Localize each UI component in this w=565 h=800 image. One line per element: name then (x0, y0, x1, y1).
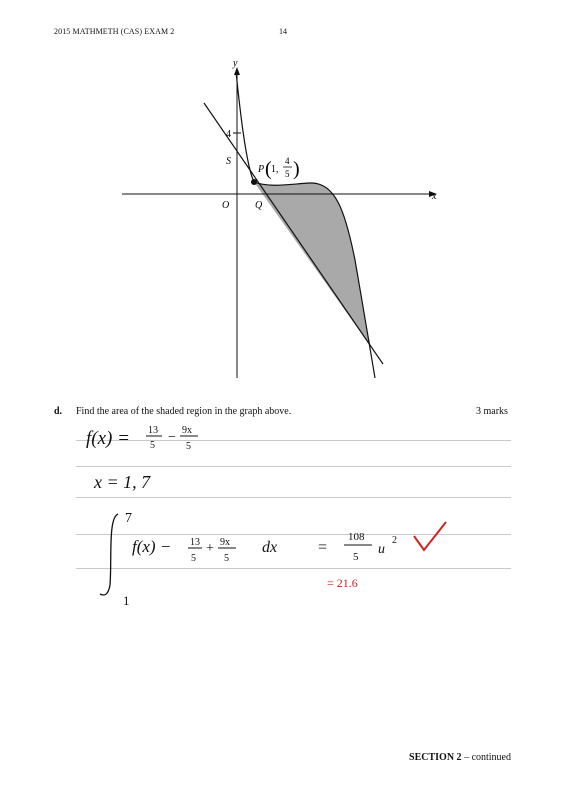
svg-text:7: 7 (125, 511, 132, 526)
svg-text:f(x) =: f(x) = (86, 428, 130, 449)
svg-text:5: 5 (224, 553, 229, 564)
point-s-label: S (226, 156, 231, 167)
svg-text:5: 5 (191, 553, 196, 564)
tick-label-4: 4 (226, 129, 231, 140)
x-axis-label: x (432, 191, 437, 202)
svg-text:13: 13 (148, 425, 158, 436)
svg-text:9x: 9x (182, 425, 192, 436)
marker-decimal: = 21.6 (327, 576, 358, 590)
check-mark-icon (414, 522, 446, 550)
svg-text:=: = (318, 539, 328, 556)
svg-text:5: 5 (353, 551, 359, 563)
y-axis-label: y (233, 58, 238, 69)
point-q-label: Q (255, 200, 263, 211)
svg-text:9x: 9x (220, 537, 230, 548)
question-marks: 3 marks (476, 406, 508, 417)
page-footer (409, 752, 511, 763)
question-number: d. (54, 406, 63, 417)
footer-suffix: – continued (461, 752, 511, 763)
svg-text:5: 5 (186, 441, 191, 452)
origin-label: O (222, 200, 230, 211)
svg-text:13: 13 (190, 537, 200, 548)
page-number: 14 (279, 27, 287, 36)
footer-section: SECTION 2 (409, 752, 462, 763)
question-text: Find the area of the shaded region in the graph above. (76, 406, 292, 417)
handwritten-integral (100, 511, 277, 608)
svg-text:5: 5 (150, 440, 155, 451)
svg-text:P: P (258, 164, 265, 175)
handwritten-line-1 (86, 425, 198, 452)
svg-text:5: 5 (285, 169, 290, 179)
svg-text:2: 2 (392, 535, 397, 546)
handwritten-result (318, 531, 397, 563)
svg-text:(: ( (265, 158, 272, 180)
svg-text:+: + (206, 541, 214, 556)
exam-header: 2015 MATHMETH (CAS) EXAM 2 (54, 27, 175, 36)
svg-text:1: 1 (123, 593, 130, 608)
svg-text:4: 4 (285, 156, 290, 166)
svg-text:f(x) −: f(x) − (132, 537, 172, 556)
svg-text:−: − (168, 430, 176, 445)
handwritten-line-2: x = 1, 7 (94, 472, 151, 492)
svg-text:dx: dx (262, 539, 278, 556)
svg-text:1,: 1, (271, 164, 279, 175)
svg-text:u: u (378, 542, 385, 557)
svg-text:): ) (293, 158, 300, 180)
svg-text:108: 108 (348, 531, 365, 543)
